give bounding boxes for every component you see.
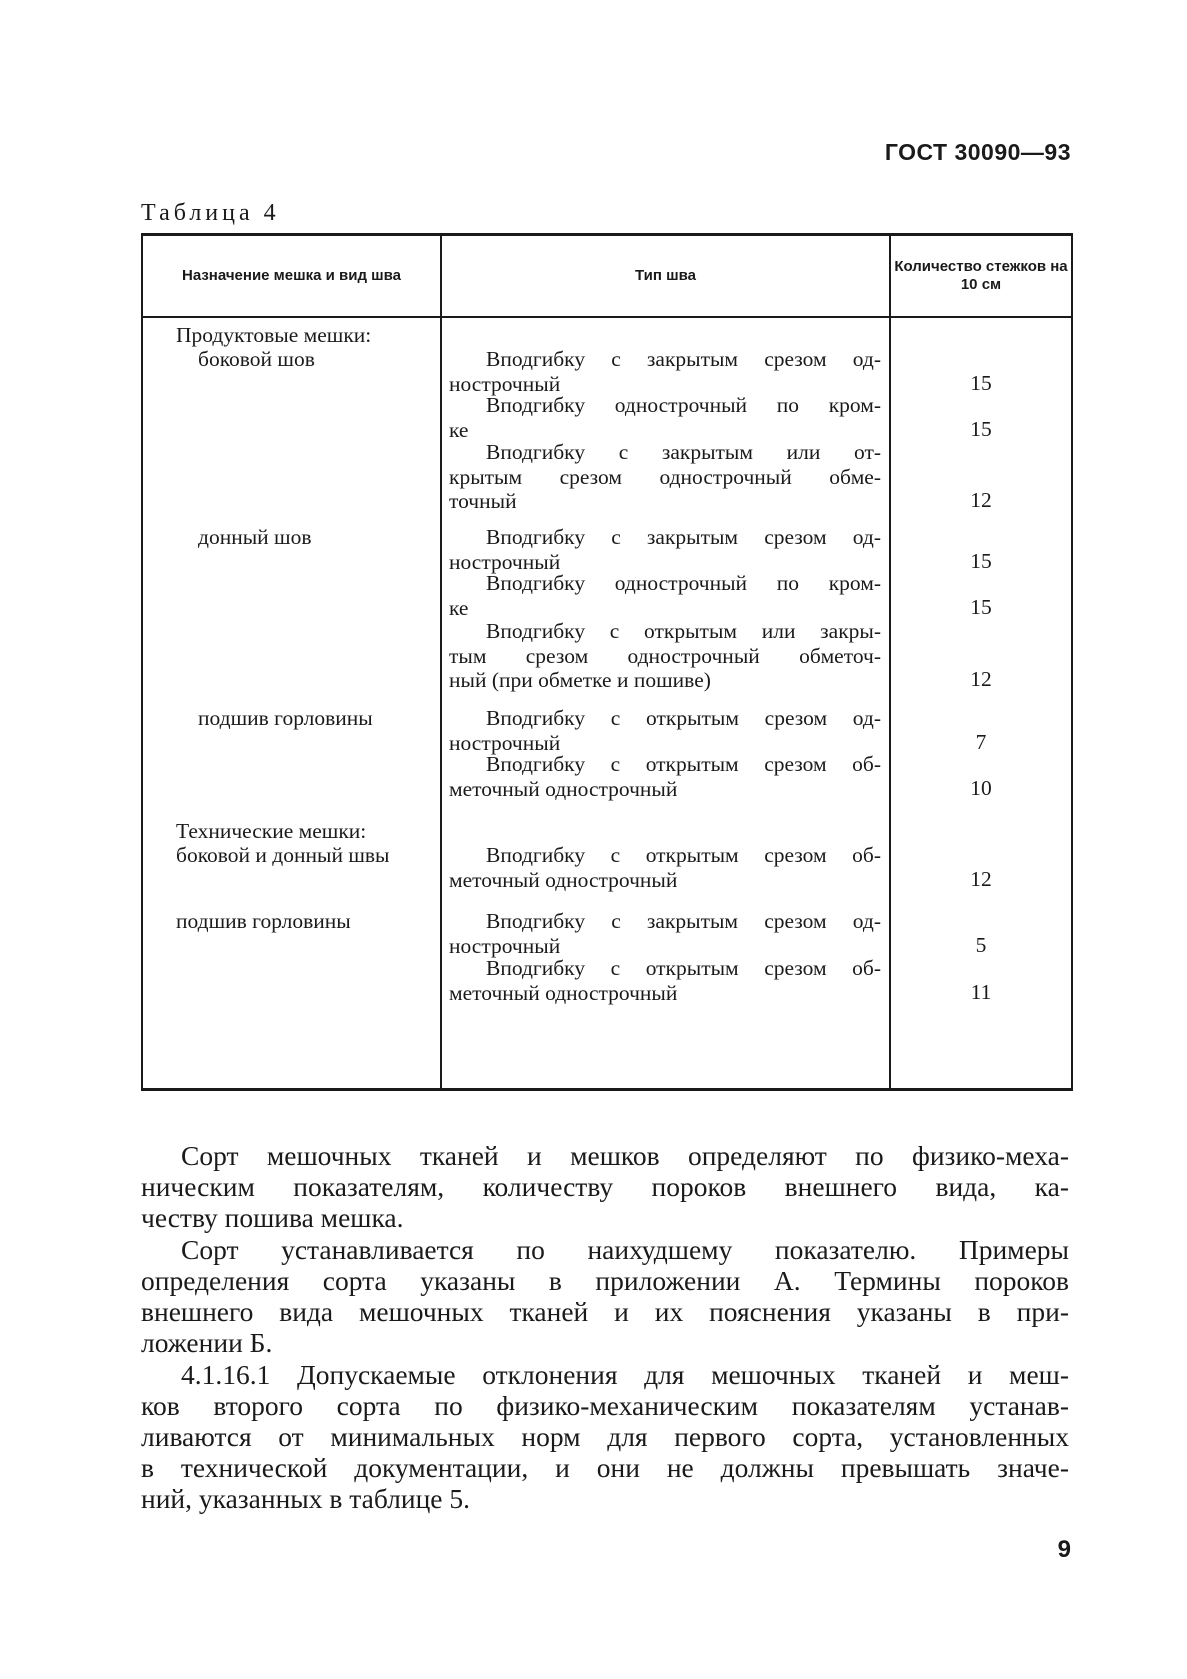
seam-line: Вподгибку с закрытым срезом од- <box>486 909 881 933</box>
body-paragraph <box>141 1140 1069 1233</box>
seam-line: Вподгибку с закрытым или от- <box>486 440 881 464</box>
page-number: 9 <box>1057 1536 1071 1563</box>
group-label-side-seam: боковой шов <box>198 347 315 371</box>
column-divider <box>889 236 891 1088</box>
paragraph-line: определения сорта указаны в приложении А. Термины пороков <box>141 1265 1069 1296</box>
seam-line: ке <box>449 595 469 620</box>
paragraph-line: ложении Б. <box>141 1327 273 1358</box>
table-row-stitches: 15 <box>970 549 992 573</box>
seam-line: Вподгибку с закрытым срезом од- <box>486 347 881 371</box>
body-paragraph <box>141 1359 1069 1514</box>
paragraph-line: Сорт устанавливается по наихудшему показателю. Примеры <box>181 1234 1069 1265</box>
seam-line: крытым срезом однострочный обме- <box>449 464 881 489</box>
group-label-side-bottom-seams: боковой и донный швы <box>176 843 390 867</box>
table-row-stitches: 12 <box>970 867 992 891</box>
group-label-neck-hem-technical: подшив горловины <box>176 909 351 933</box>
body-paragraph <box>141 1234 1069 1358</box>
table-row-stitches: 11 <box>970 980 992 1004</box>
table-row-stitches: 15 <box>970 417 992 441</box>
seam-line: Вподгибку с открытым срезом об- <box>486 956 881 980</box>
table-row-seam <box>449 956 881 1005</box>
seam-line: точный <box>449 489 517 513</box>
paragraph-line: 4.1.16.1 Допускаемые отклонения для мешочных тканей и меш- <box>181 1359 1069 1390</box>
seam-line: Вподгибку с открытым срезом об- <box>486 752 881 776</box>
seam-line: меточный однострочный <box>449 867 678 892</box>
seam-line: меточный однострочный <box>449 776 678 801</box>
table-row-seam <box>449 347 881 396</box>
paragraph-line: ническим показателям, количеству пороков внешнего вида, ка- <box>141 1171 1069 1202</box>
seam-line: нострочный <box>449 549 561 574</box>
seam-line: ке <box>449 417 469 442</box>
seams-table <box>141 233 1073 1091</box>
table-row-stitches: 7 <box>975 730 987 754</box>
table-row-stitches: 12 <box>970 488 992 512</box>
group-label-technical-bags: Технические мешки: <box>176 819 367 843</box>
seam-line: нострочный <box>449 730 561 755</box>
table-row-stitches: 12 <box>970 667 992 691</box>
group-label-bottom-seam: донный шов <box>198 525 312 549</box>
column-header-stitch-count: Количество стежков на 10 см <box>894 258 1068 293</box>
table-row-seam <box>449 752 881 801</box>
seam-line: меточный однострочный <box>449 980 678 1005</box>
column-divider <box>440 236 442 1088</box>
paragraph-line: в технической документации, и они не должны превышать значе- <box>141 1452 1069 1483</box>
seam-line: нострочный <box>449 933 561 958</box>
table-row-stitches: 15 <box>970 595 992 619</box>
seam-line: Вподгибку однострочный по кром- <box>486 571 881 595</box>
seam-line: Вподгибку с открытым срезом об- <box>486 843 881 867</box>
group-label-neck-hem: подшив горловины <box>198 706 373 730</box>
table-row-seam <box>449 393 881 442</box>
table-row-seam <box>449 843 881 892</box>
table-row-stitches: 15 <box>970 371 992 395</box>
paragraph-line: ков второго сорта по физико-механическим показателям устанав- <box>141 1390 1069 1421</box>
paragraph-line: ний, указанных в таблице 5. <box>141 1483 470 1514</box>
header-divider <box>143 316 1071 318</box>
seam-line: Вподгибку с открытым или закры- <box>486 619 881 643</box>
table-row-seam <box>449 440 881 514</box>
seam-line: ный (при обметке и пошиве) <box>449 668 711 692</box>
table-caption: Таблица 4 <box>141 200 280 226</box>
group-label-food-bags: Продуктовые мешки: <box>176 323 372 347</box>
seam-line: тым срезом однострочный обметоч- <box>449 643 881 668</box>
standard-designation: ГОСТ 30090—93 <box>884 139 1071 165</box>
paragraph-line: честву пошива мешка. <box>141 1202 404 1233</box>
table-row-seam <box>449 571 881 620</box>
column-header-seam-type: Тип шва <box>635 267 696 284</box>
paragraph-line: Сорт мешочных тканей и мешков определяют по физико-меха- <box>181 1140 1069 1171</box>
table-row-seam <box>449 909 881 958</box>
seam-line: Вподгибку с закрытым срезом од- <box>486 525 881 549</box>
table-row-seam <box>449 706 881 755</box>
paragraph-line: ливаются от минимальных норм для первого сорта, установленных <box>141 1421 1069 1452</box>
table-row-stitches: 5 <box>975 933 987 957</box>
seam-line: Вподгибку с открытым срезом од- <box>486 706 881 730</box>
table-row-seam <box>449 525 881 574</box>
table-row-seam <box>449 619 881 693</box>
seam-line: нострочный <box>449 371 561 396</box>
table-row-stitches: 10 <box>970 776 992 800</box>
paragraph-line: внешнего вида мешочных тканей и их пояснения указаны в при- <box>141 1296 1069 1327</box>
column-header-purpose: Назначение мешка и вид шва <box>181 267 402 284</box>
seam-line: Вподгибку однострочный по кром- <box>486 393 881 417</box>
